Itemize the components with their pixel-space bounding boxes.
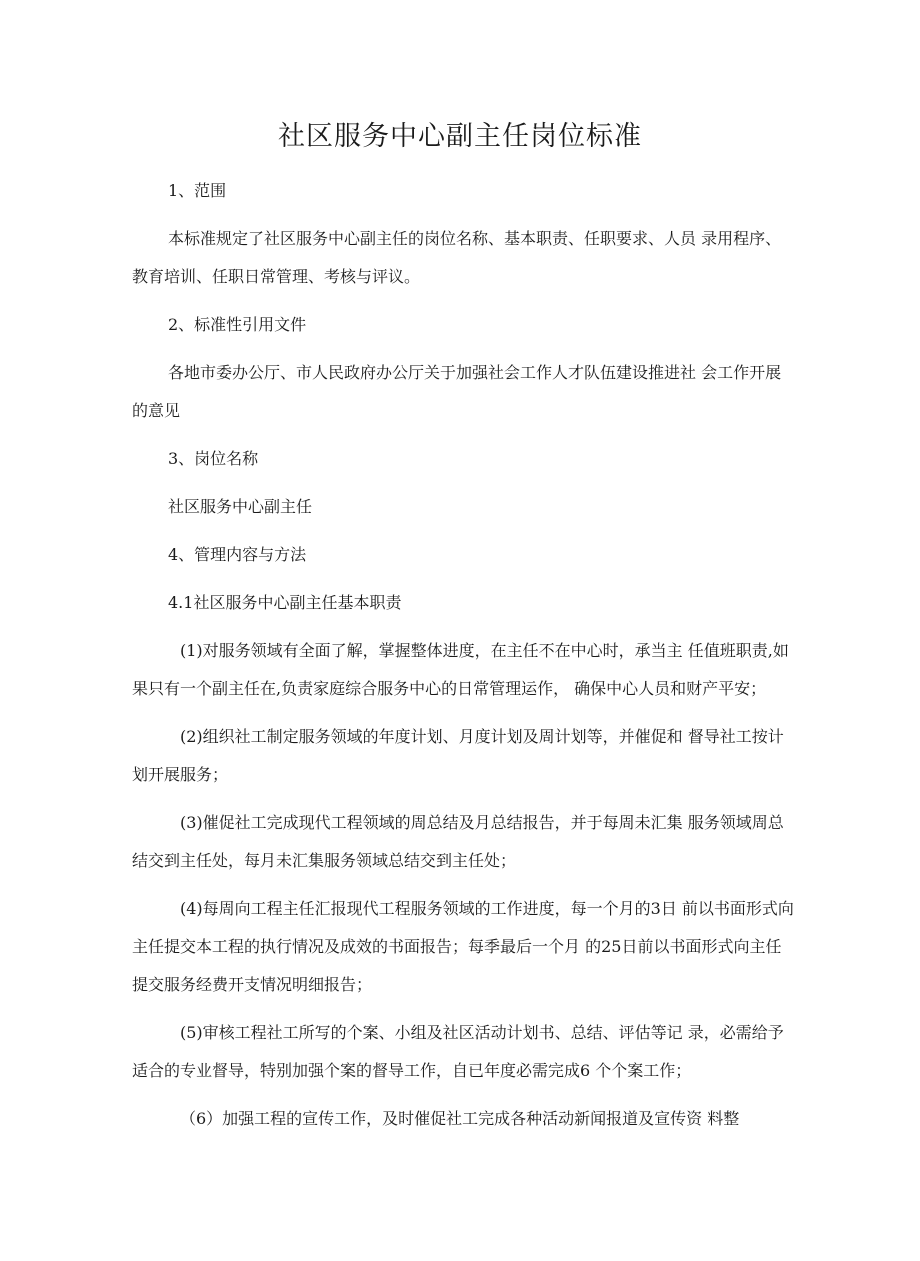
section-heading-references: 2、标准性引用文件 <box>168 315 307 334</box>
subsection-heading-duties: 4.1社区服务中心副主任基本职责 <box>168 593 402 612</box>
section-heading-scope: 1、范围 <box>168 181 227 200</box>
duty-item-2: (2)组织社工制定服务领域的年度计划、月度计划及周计划等，并催促和 督导社工按计划开展服务； <box>132 727 784 784</box>
duty-item-3: (3)催促社工完成现代工程领域的周总结及月总结报告，并于每周未汇集 服务领域周总结交到主任处，每月未汇集服务领域总结交到主任处； <box>132 813 784 870</box>
duty-item-5: (5)审核工程社工所写的个案、小组及社区活动计划书、总结、评估等记 录，必需给予适合的专业督导，特别加强个案的督导工作，自已年度必需完成6 个个案工作； <box>132 1023 784 1080</box>
section-heading-position-name: 3、岗位名称 <box>168 449 259 468</box>
paragraph-scope: 本标准规定了社区服务中心副主任的岗位名称、基本职责、任职要求、人员 录用程序、教育培训、任职日常管理、考核与评议。 <box>132 229 782 286</box>
paragraph-position-name: 社区服务中心副主任 <box>168 497 313 516</box>
duty-item-1: (1)对服务领域有全面了解，掌握整体进度，在主任不在中心时，承当主 任值班职责,如果只有一个副主任在,负责家庭综合服务中心的日常管理运作， 确保中心人员和财产平安； <box>132 641 789 698</box>
document-title: 社区服务中心副主任岗位标准 <box>278 121 642 152</box>
document-body <box>132 172 796 1148</box>
duty-item-6: （6）加强工程的宣传工作，及时催促社工完成各种活动新闻报道及宣传资 料整 <box>180 1109 740 1128</box>
duty-item-4: (4)每周向工程主任汇报现代工程服务领域的工作进度，每一个月的3日 前以书面形式向主任提交本工程的执行情况及成效的书面报告；每季最后一个月 的25日前以书面形式向主任提交服务经费开支情况明细报告； <box>132 899 794 994</box>
paragraph-references: 各地市委办公厅、市人民政府办公厅关于加强社会工作人才队伍建设推进社 会工作开展的意见 <box>132 363 782 420</box>
section-heading-management: 4、管理内容与方法 <box>168 545 307 564</box>
